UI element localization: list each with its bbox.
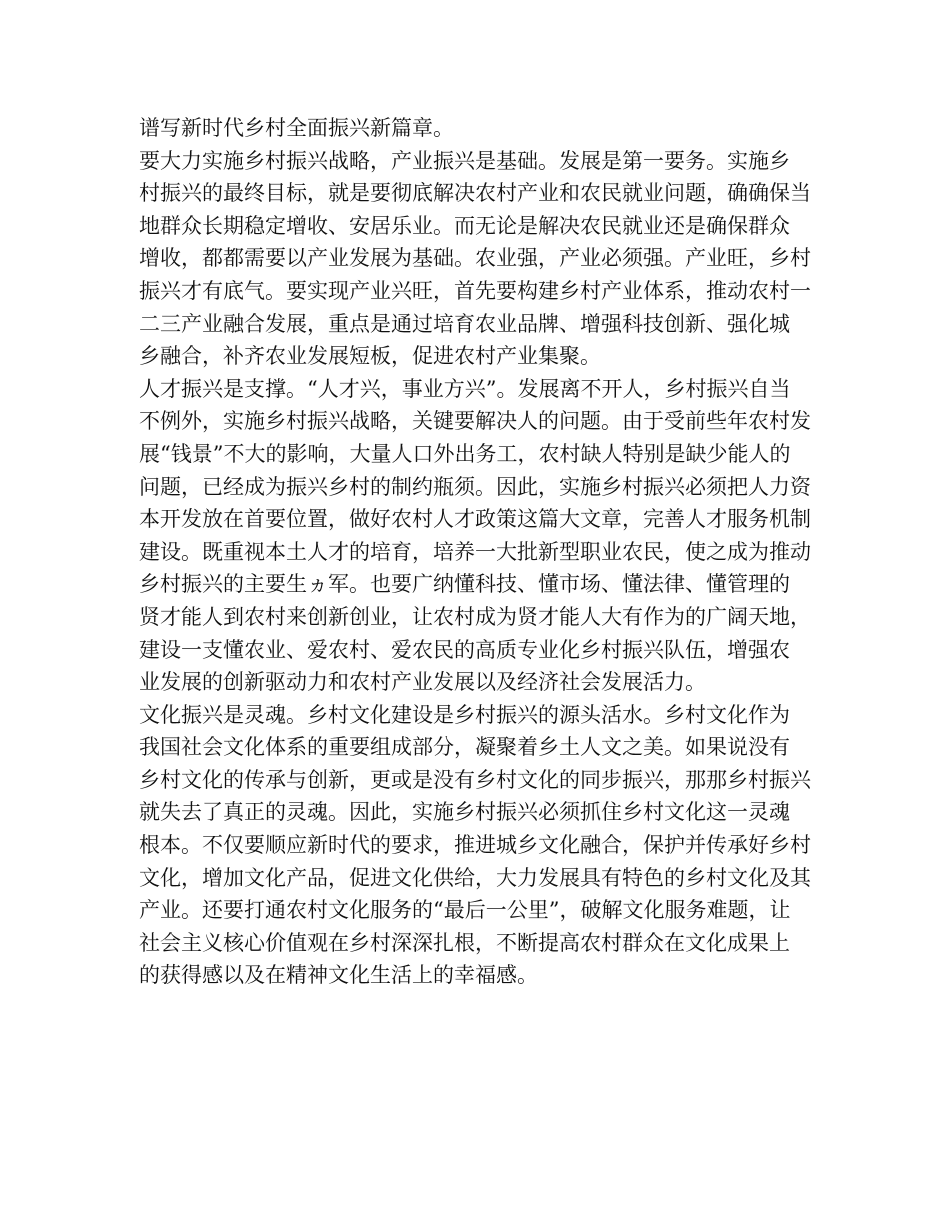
text-line: 乡村振兴的主要生ヵ军。也要广纳懂科技、懂市场、懂法律、懂管理的 xyxy=(139,572,790,597)
text-line: 文化振兴是灵魂。乡村文化建设是乡村振兴的源头活水。乡村文化作为 xyxy=(139,702,790,727)
text-line: 谱写新时代乡村全面振兴新篇章。 xyxy=(139,116,454,140)
text-line: 问题，已经成为振兴乡村的制约瓶须。因此，实施乡村振兴必须把人力资 xyxy=(139,474,811,499)
text-line: 乡村文化的传承与创新，更或是没有乡村文化的同步振兴，那那乡村振兴 xyxy=(139,767,811,792)
text-line: 地群众长期稳定增收、安居乐业。而无论是解决农民就业还是确保群众 xyxy=(139,213,790,238)
text-line: 文化，增加文化产品，促进文化供给，大力发展具有特色的乡村文化及其 xyxy=(139,865,811,890)
text-line: 展“钱景”不大的影响，大量人口外出务工，农村缺人特别是缺少能人的 xyxy=(139,441,791,466)
text-line: 根本。不仅要顺应新时代的要求，推进城乡文化融合，保护并传承好乡村 xyxy=(139,833,811,858)
text-line: 的获得感以及在精神文化生活上的幸福感。 xyxy=(139,963,538,988)
text-line: 不例外，实施乡村振兴战略，关键要解决人的问题。由于受前些年农村发 xyxy=(139,409,811,434)
text-line: 我国社会文化体系的重要组成部分，凝聚着乡土人文之美。如果说没有 xyxy=(139,735,790,760)
text-line: 乡融合，补齐农业发展短板，促进农村产业集聚。 xyxy=(139,344,601,369)
text-line: 人才振兴是支撑。“人才兴，事业方兴”。发展离不开人，乡村振兴自当 xyxy=(139,376,791,401)
text-line: 要大力实施乡村振兴战略，产业振兴是基础。发展是第一要务。实施乡 xyxy=(139,148,790,173)
text-line: 建设。既重视本土人才的培育，培养一大批新型职业农民，使之成为推动 xyxy=(139,539,811,564)
text-line: 建设一支懂农业、爱农村、爱农民的高质专业化乡村振兴队伍，增强农 xyxy=(139,637,790,662)
text-line: 村振兴的最终目标，就是要彻底解决农村产业和农民就业问题，确确保当 xyxy=(139,181,811,206)
text-line: 社会主义核心价值观在乡村深深扎根，不断提高农村群众在文化成果上 xyxy=(139,930,790,955)
text-line: 增收，都都需要以产业发展为基础。农业强，产业必须强。产业旺，乡村 xyxy=(139,246,811,271)
text-line: 就失去了真正的灵魂。因此，实施乡村振兴必须抓住乡村文化这一灵魂 xyxy=(139,800,790,825)
text-line: 振兴才有底气。要实现产业兴旺，首先要构建乡村产业体系，推动农村一 xyxy=(139,278,811,303)
document-body xyxy=(139,112,819,992)
text-line: 二三产业融合发展，重点是通过培育农业品牌、增强科技创新、强化城 xyxy=(139,311,790,336)
text-line: 产业。还要打通农村文化服务的“最后一公里”，破解文化服务难题，让 xyxy=(139,898,791,923)
text-line: 本开发放在首要位置，做好农村人才政策这篇大文章，完善人才服务机制 xyxy=(139,507,811,532)
text-line: 业发展的创新驱动力和农村产业发展以及经济社会发展活力。 xyxy=(139,670,706,695)
text-line: 贤才能人到农村来创新创业，让农村成为贤才能人大有作为的广阔天地， xyxy=(139,604,811,629)
